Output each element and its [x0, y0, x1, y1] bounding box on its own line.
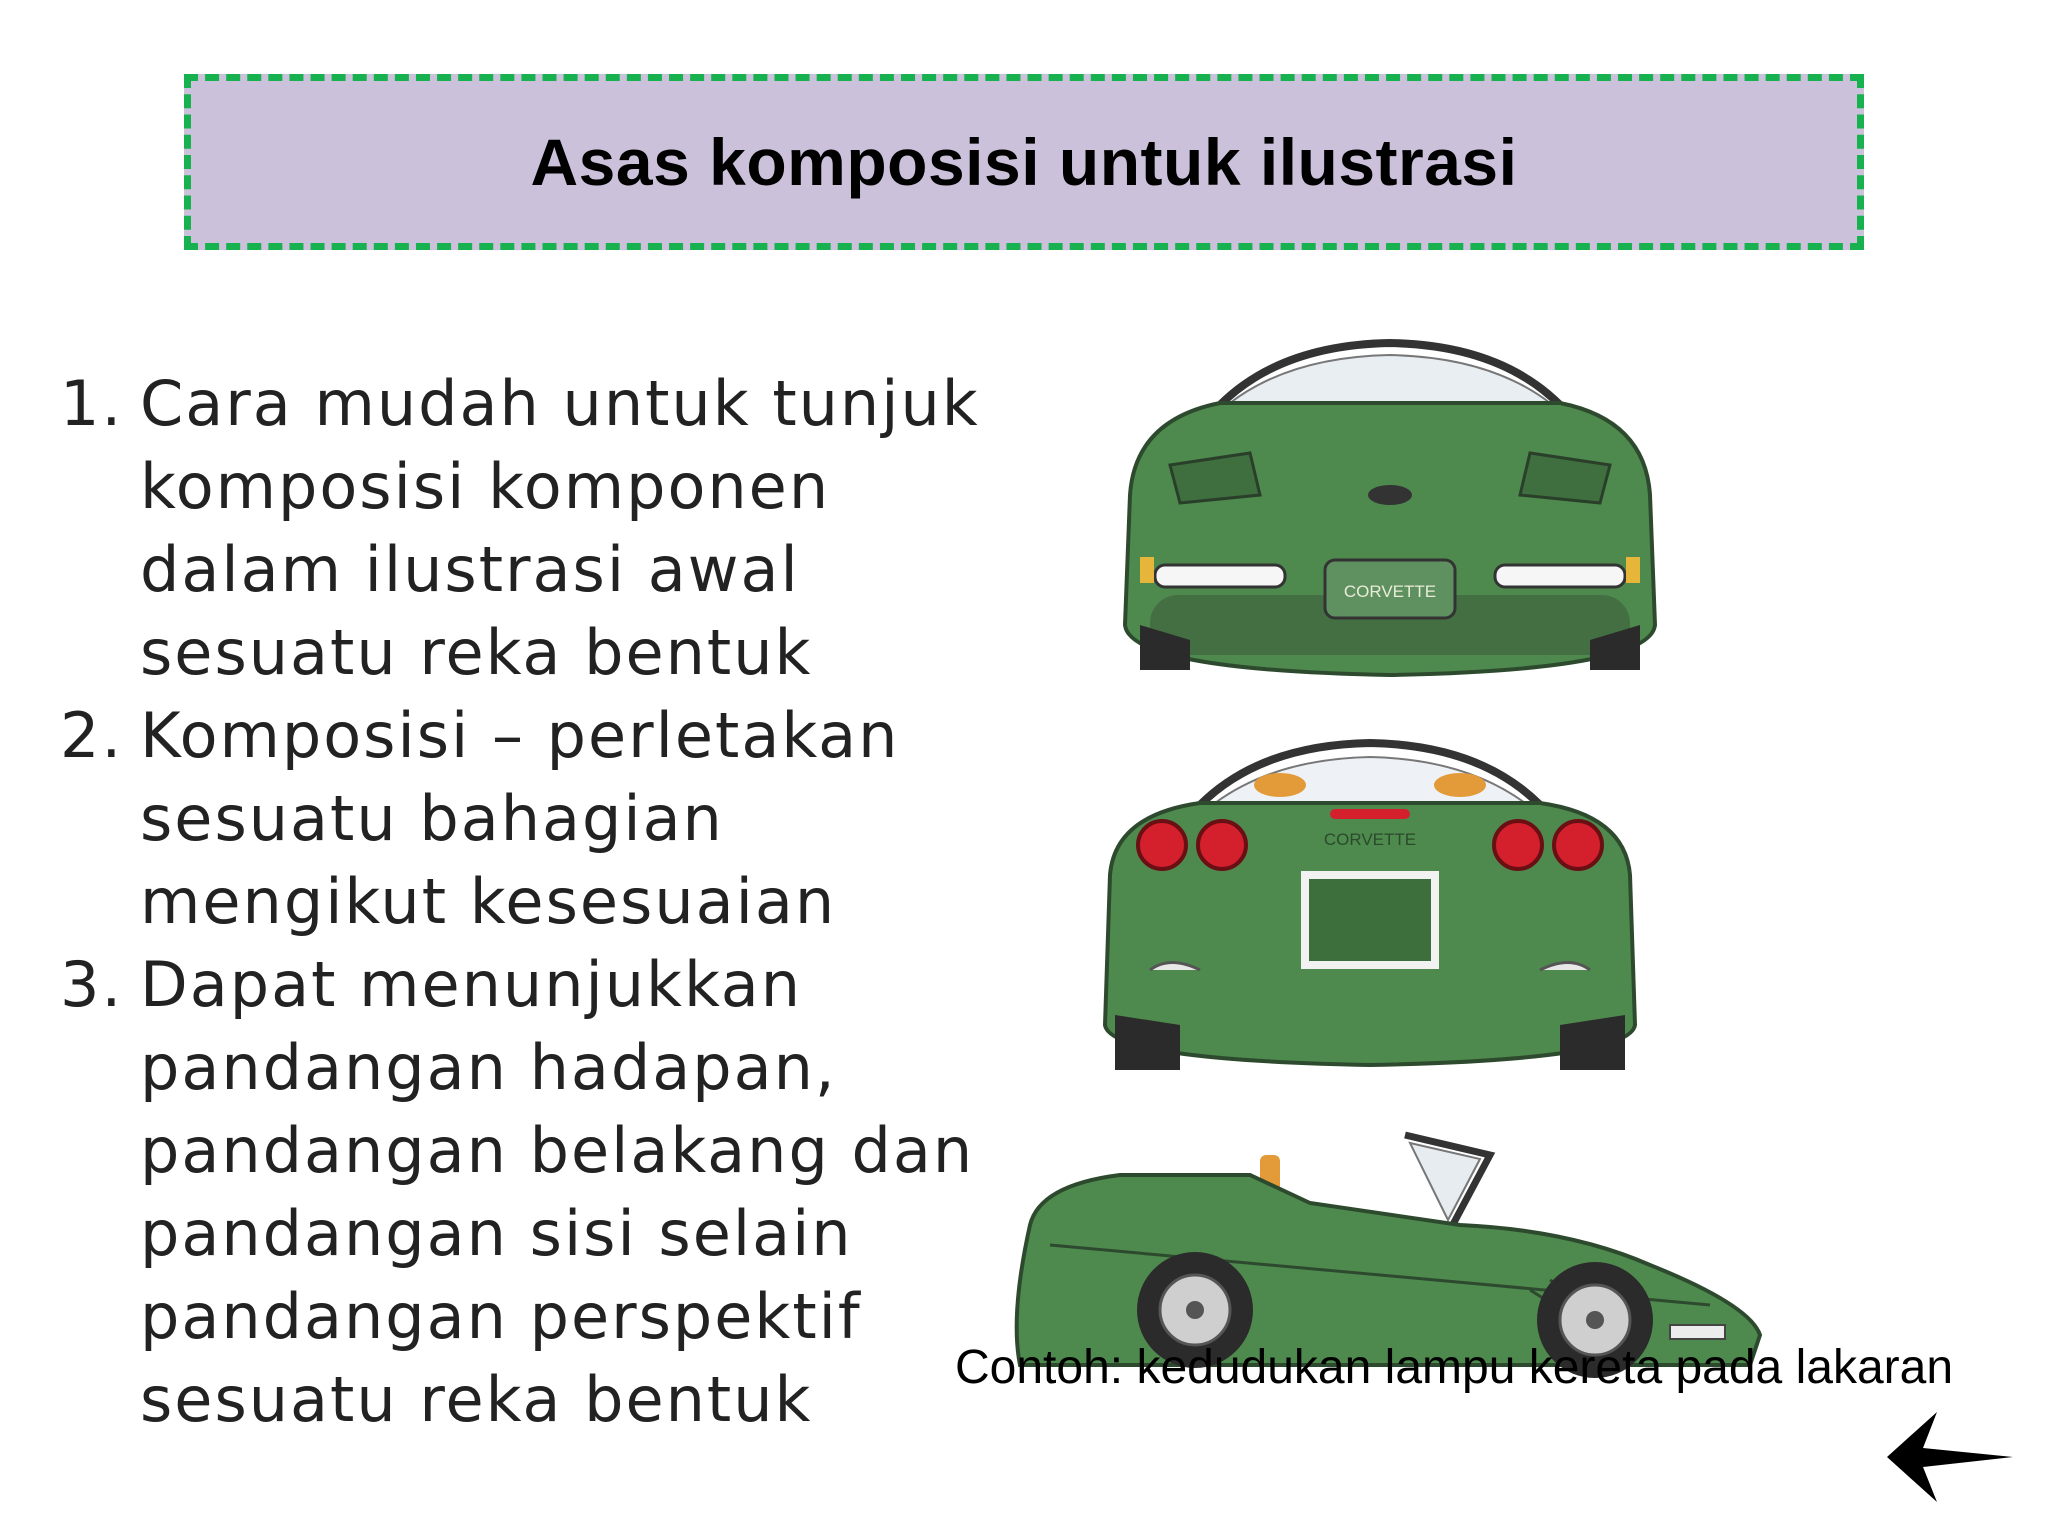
- list-line: komposisi komponen: [140, 450, 831, 523]
- list-line: Komposisi – perletakan: [140, 699, 900, 772]
- list-line: sesuatu bahagian: [140, 782, 724, 855]
- list-line: dalam ilustrasi awal: [140, 533, 800, 606]
- list-line: pandangan belakang dan: [140, 1114, 975, 1187]
- list-item: [60, 694, 980, 943]
- car-illustration: [1010, 325, 1800, 1395]
- page-title: Asas komposisi untuk ilustrasi: [530, 125, 1518, 199]
- list-item: [60, 362, 980, 694]
- list-line: sesuatu reka bentuk: [140, 616, 813, 689]
- list-number: 1.: [60, 367, 124, 440]
- list-number: 2.: [60, 699, 124, 772]
- list-line: sesuatu reka bentuk: [140, 1363, 813, 1436]
- car-front-view: [1110, 325, 1670, 695]
- list-line: pandangan sisi selain: [140, 1197, 853, 1270]
- list-item: [60, 943, 980, 1441]
- list-number: 3.: [60, 948, 124, 1021]
- point-list: [60, 362, 980, 1441]
- list-text: [140, 943, 980, 1441]
- list-line: mengikut kesesuaian: [140, 865, 837, 938]
- back-button[interactable]: [1885, 1410, 2015, 1505]
- list-line: pandangan perspektif: [140, 1280, 862, 1353]
- title-banner: [184, 74, 1864, 250]
- left-arrow-icon: [1885, 1410, 2015, 1505]
- car-rear-badge: CORVETTE: [1323, 830, 1417, 849]
- list-text: [140, 694, 980, 943]
- list-line: Dapat menunjukkan: [140, 948, 803, 1021]
- car-rear-view: [1090, 725, 1650, 1095]
- list-text: [140, 362, 980, 694]
- list-line: Cara mudah untuk tunjuk: [140, 367, 980, 440]
- list-line: pandangan hadapan,: [140, 1031, 837, 1104]
- car-front-plate: CORVETTE: [1343, 582, 1437, 601]
- figure-caption: Contoh: kedudukan lampu kereta pada lakaran: [955, 1341, 1954, 1394]
